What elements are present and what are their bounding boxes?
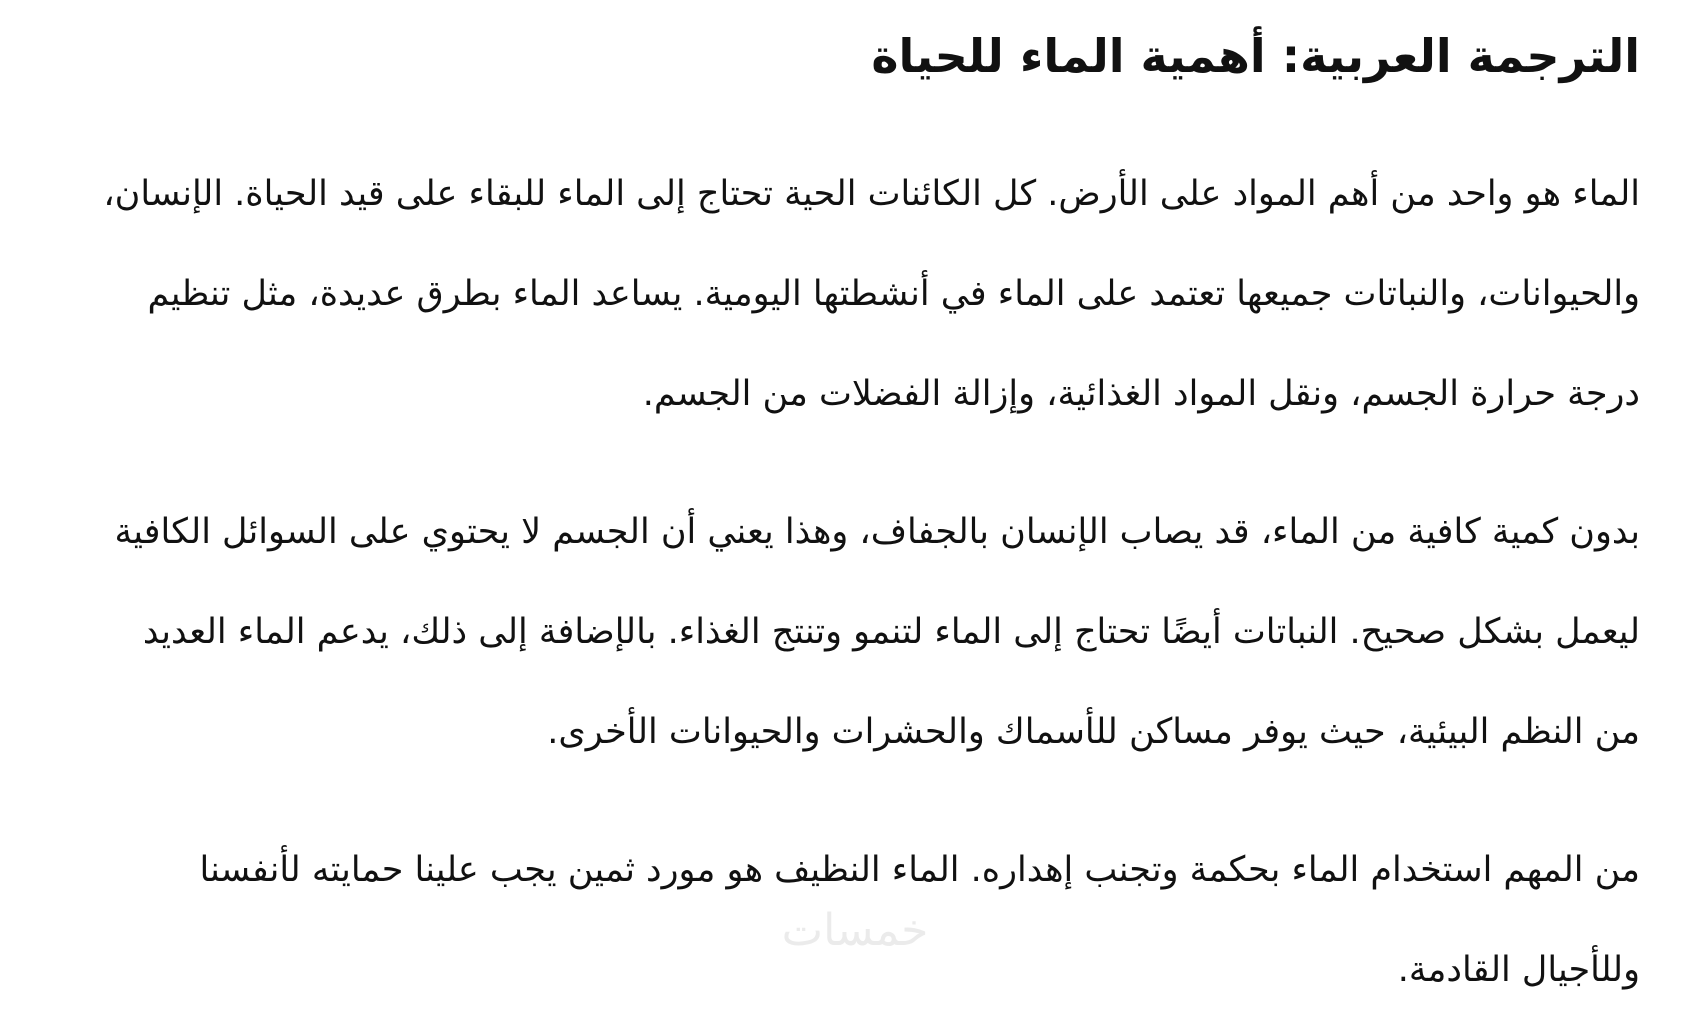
paragraph-dehydration: بدون كمية كافية من الماء، قد يصاب الإنسان بالجفاف، وهذا يعني أن الجسم لا يحتوي على السوائل الكافية ليعمل بشكل صحيح. النباتات أيضًا تحتاج إلى الماء لتنمو وتنتج الغذاء. بالإضافة إلى ذلك، يدعم الماء العديد من النظم البيئية، حيث يوفر مساكن للأسماك والحشرات والحيوانات الأخرى. [114,512,1640,752]
watermark-logo: خمسات [781,905,929,956]
paragraph-conservation: من المهم استخدام الماء بحكمة وتجنب إهداره. الماء النظيف هو مورد ثمين يجب علينا حمايته لأنفسنا وللأجيال القادمة. [199,850,1640,990]
page-title: الترجمة العربية: أهمية الماء للحياة [871,29,1640,83]
paragraph-importance: الماء هو واحد من أهم المواد على الأرض. كل الكائنات الحية تحتاج إلى الماء للبقاء على قيد الحياة. الإنسان، والحيوانات، والنباتات جميعها تعتمد على الماء في أنشطتها اليومية. يساعد الماء بطرق عديدة، مثل تنظيم درجة حرارة الجسم، ونقل المواد الغذائية، وإزالة الفضلات من الجسم. [103,174,1640,414]
